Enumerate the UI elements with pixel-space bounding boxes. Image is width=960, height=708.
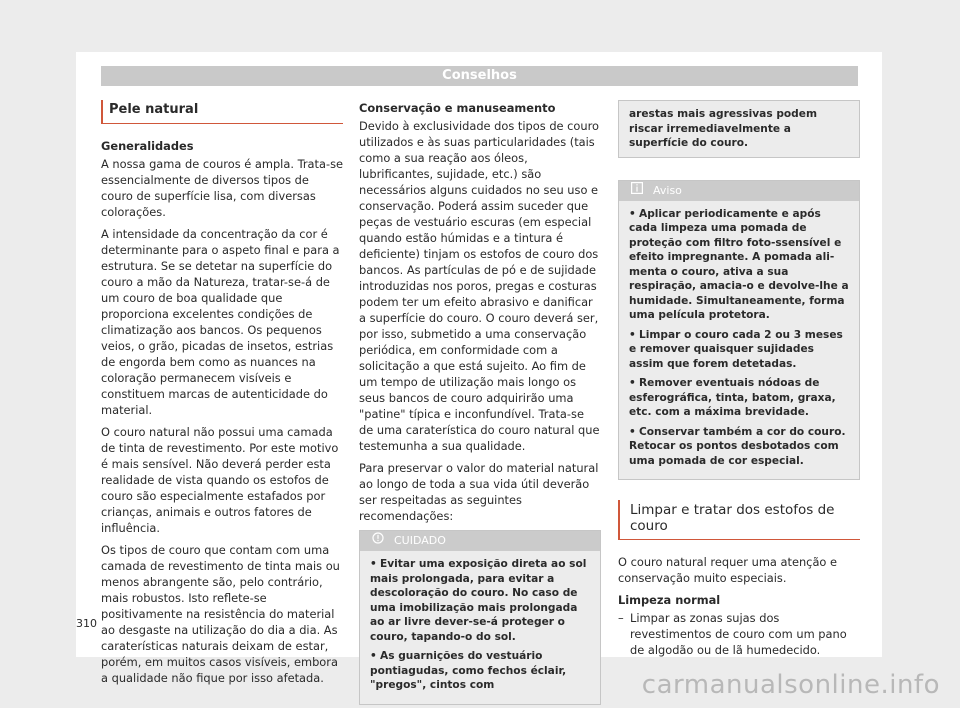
paragraph: A intensidade da concentração da cor é determinante para o aspeto final e para a estrutura. Se se detetar na superfície do couro a mão da Natureza, tratar-se-á de um couro de boa qualidade que proporciona excelentes condições de climatização aos bancos. Os pequenos veios, o grão, picadas de insetos, estrias de engorda bem como as nuances na coloração permanecem visíveis e constituem marcas de autenticidade do material.: [101, 227, 340, 417]
paragraph: Para preservar o valor do material natural ao longo de toda a sua vida útil deverão ser respeitadas as seguintes recomendações:: [359, 461, 599, 523]
notice-item: • Conservar também a cor do couro. Retocar os pontos desbotados com uma pomada de cor especial.: [629, 425, 846, 467]
caution-body: [360, 551, 600, 704]
column-3: [618, 100, 860, 658]
caution-item: • As guarnições do vestuário pontiagudas, como fechos éclair, "pregos", cintos com: [370, 650, 567, 691]
watermark: carmanualsonline.info: [641, 670, 940, 700]
caution-continued-box: arestas mais agressivas podem riscar irremediavelmente a superfície do couro.: [618, 100, 860, 158]
info-icon: [631, 181, 643, 201]
list-item: – Limpar as zonas sujas dos revestimentos de couro com um pano de algodão ou de lã humedecido.: [618, 611, 847, 657]
paragraph: O couro natural não possui uma camada de tinta de revestimento. Por este motivo é mais sensível. Não deverá perder esta realidade de vista quando os estofos de couro são especialmente estafados por crianças, animais e outros fatores de influência.: [101, 425, 339, 535]
subtitle-conservacao: Conservação e manuseamento: [359, 101, 556, 115]
caution-box: [359, 530, 601, 705]
column-2: [359, 100, 601, 705]
page-number: 310: [76, 617, 97, 630]
notice-box: [618, 180, 860, 481]
caution-header: [360, 531, 600, 551]
notice-item: • Limpar o couro cada 2 ou 3 meses e remover quaisquer sujidades assim que forem detetadas.: [629, 328, 843, 370]
notice-header: [619, 181, 859, 201]
paragraph: O couro natural requer uma atenção e conservação muito especiais.: [618, 555, 838, 585]
notice-item: • Remover eventuais nódoas de esferográfica, tinta, batom, graxa, etc. com a máxima brevidade.: [629, 377, 836, 418]
paragraph: Devido à exclusividade dos tipos de couro utilizados e às suas particularidades (tais como a sua reação aos óleos, lubrificantes, sujidade, etc.) são necessários alguns cuidados no seu uso e conservação. Poderá assim suceder que peças de vestuário escuras (em especial quando estão húmidas e a tintura é deficiente) tinjam os estofos de couro dos bancos. As partículas de pó e de sujidade introduzidas nos poros, pregas e costuras podem ter um efeito abrasivo e danificar a superfície do couro. O couro deverá ser, por isso, submetido a uma conservação periódica, em conformidade com a solicitação a que está sujeito. Ao fim de um tempo de utilização mais longo os seus bancos de couro adquirirão uma "patine" típica e inconfundível. Trata-se de uma caraterística do couro natural que testemunha a sua qualidade.: [359, 119, 600, 453]
notice-label: Aviso: [653, 183, 682, 197]
column-1: [101, 100, 343, 692]
paragraph: A nossa gama de couros é ampla. Trata-se essencialmente de diversos tipos de couro de superfície lisa, com diversas colorações.: [101, 157, 344, 219]
subtitle-limpeza-normal: Limpeza normal: [618, 593, 721, 607]
section-title-limpar: Limpar e tratar dos estofos de couro: [618, 500, 860, 540]
exclamation-circle-icon: [372, 531, 384, 551]
notice-body: [619, 201, 859, 480]
caution-item: • Evitar uma exposição direta ao sol mais prolongada, para evitar a descoloração do couro. No caso de uma imobilização mais prolongada ao ar livre dever-se-á proteger o couro, tapando-o do sol.: [370, 558, 587, 643]
section-title-pele-natural: Pele natural: [101, 100, 343, 124]
subtitle-generalidades: Generalidades: [101, 139, 194, 153]
notice-item: • Aplicar periodicamente e após cada limpeza uma pomada de proteção com filtro foto-ssensível e efeito impregnante. A pomada alimenta o couro, ativa a sua respiração, amacia-o e devolve-lhe a humidade. Simultaneamente, forma uma película protetora.: [629, 207, 849, 321]
paragraph: Os tipos de couro que contam com uma camada de revestimento de tinta mais ou menos abrangente são, pelo contrário, mais robustos. Isto reflete-se positivamente na resistência do material ao desgaste na utilização do dia a dia. As caraterísticas naturais deixam de estar, porém, em muitos casos visíveis, embora a qualidade não fique por isso afetada.: [101, 543, 340, 685]
chapter-header: Conselhos: [101, 66, 858, 86]
caution-label: CUIDADO: [394, 534, 446, 547]
